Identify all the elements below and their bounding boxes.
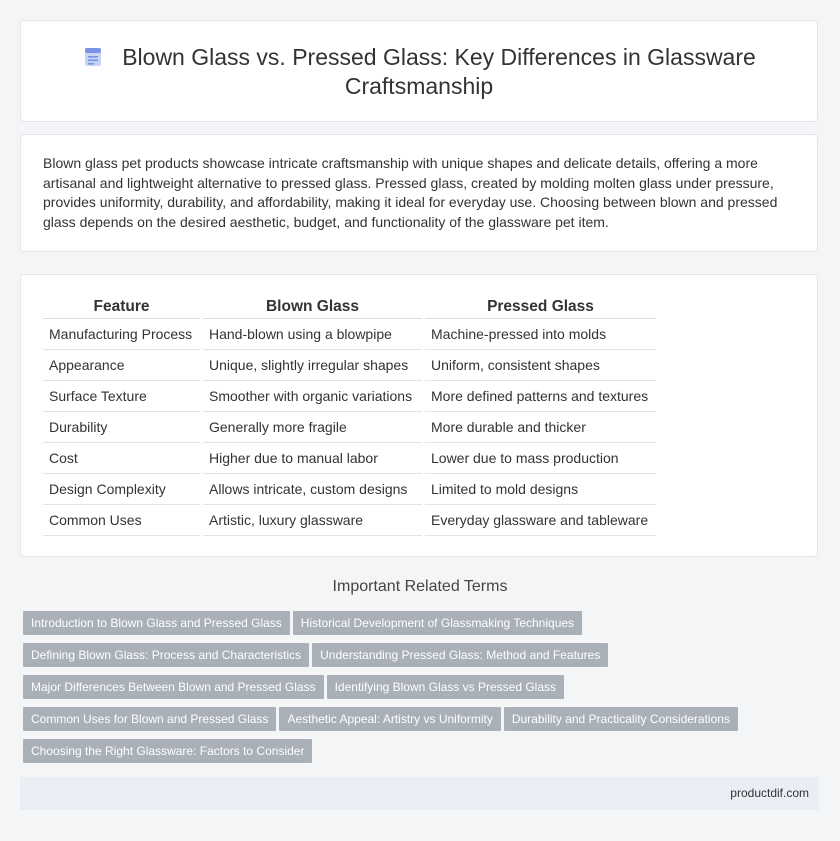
table-cell: Appearance — [43, 350, 202, 381]
table-cell: Lower due to mass production — [424, 443, 657, 474]
table-row — [43, 319, 656, 350]
table-cell: Artistic, luxury glassware — [202, 505, 424, 536]
summary-card — [20, 134, 818, 252]
table-row — [43, 505, 656, 536]
table-row — [43, 381, 656, 412]
related-term-tag[interactable]: Common Uses for Blown and Pressed Glass — [23, 707, 276, 731]
related-term-tag[interactable]: Aesthetic Appeal: Artistry vs Uniformity — [279, 707, 500, 731]
table-cell: Higher due to manual labor — [202, 443, 424, 474]
table-header-pressed: Pressed Glass — [424, 295, 657, 319]
table-cell: Everyday glassware and tableware — [424, 505, 657, 536]
page-title-wrap — [21, 43, 817, 101]
table-row — [43, 350, 656, 381]
related-term-tag[interactable]: Understanding Pressed Glass: Method and Features — [312, 643, 608, 667]
table-cell: Machine-pressed into molds — [424, 319, 657, 350]
related-term-tag[interactable]: Defining Blown Glass: Process and Characteristics — [23, 643, 309, 667]
header-card — [20, 20, 818, 122]
footer — [20, 777, 819, 810]
table-cell: Unique, slightly irregular shapes — [202, 350, 424, 381]
related-term-tag[interactable]: Choosing the Right Glassware: Factors to Consider — [23, 739, 312, 763]
table-cell: Durability — [43, 412, 202, 443]
tag-row — [23, 707, 783, 739]
related-term-tag[interactable]: Durability and Practicality Considerations — [504, 707, 738, 731]
page-title: Blown Glass vs. Pressed Glass: Key Differences in Glassware Craftsmanship — [122, 44, 756, 99]
related-term-tag[interactable]: Major Differences Between Blown and Pressed Glass — [23, 675, 324, 699]
comparison-table-card — [20, 274, 818, 557]
related-term-tag[interactable]: Identifying Blown Glass vs Pressed Glass — [327, 675, 564, 699]
table-cell: Surface Texture — [43, 381, 202, 412]
related-term-tag[interactable]: Introduction to Blown Glass and Pressed Glass — [23, 611, 290, 635]
table-cell: Limited to mold designs — [424, 474, 657, 505]
tag-row — [23, 643, 783, 675]
table-cell: Allows intricate, custom designs — [202, 474, 424, 505]
table-cell: More defined patterns and textures — [424, 381, 657, 412]
table-header-row — [43, 295, 656, 319]
document-icon — [82, 46, 104, 68]
table-row — [43, 443, 656, 474]
table-cell: Cost — [43, 443, 202, 474]
table-cell: More durable and thicker — [424, 412, 657, 443]
related-term-tag[interactable]: Historical Development of Glassmaking Techniques — [293, 611, 582, 635]
table-row — [43, 474, 656, 505]
tag-row — [23, 611, 783, 643]
table-cell: Common Uses — [43, 505, 202, 536]
related-terms-title: Important Related Terms — [332, 578, 508, 595]
table-cell: Design Complexity — [43, 474, 202, 505]
table-cell: Generally more fragile — [202, 412, 424, 443]
table-cell: Smoother with organic variations — [202, 381, 424, 412]
summary-text: Blown glass pet products showcase intricate craftsmanship with unique shapes and delicate details, offering a more artisanal and lightweight alternative to pressed glass. Pressed glass, created by molding molten glass under pressure, provides uniformity, durability, and affordability, making it ideal for everyday use. Choosing between blown and pressed glass depends on the desired aesthetic, budget, and functionality of the glassware pet item. — [43, 155, 778, 230]
comparison-table — [43, 295, 656, 536]
table-cell: Hand-blown using a blowpipe — [202, 319, 424, 350]
table-header-blown: Blown Glass — [202, 295, 424, 319]
table-header-feature: Feature — [43, 295, 202, 319]
table-cell: Uniform, consistent shapes — [424, 350, 657, 381]
table-row — [43, 412, 656, 443]
footer-site-link[interactable]: productdif.com — [730, 786, 809, 800]
tag-row — [23, 675, 783, 707]
related-terms-list — [23, 611, 783, 771]
tag-row — [23, 739, 783, 771]
table-cell: Manufacturing Process — [43, 319, 202, 350]
